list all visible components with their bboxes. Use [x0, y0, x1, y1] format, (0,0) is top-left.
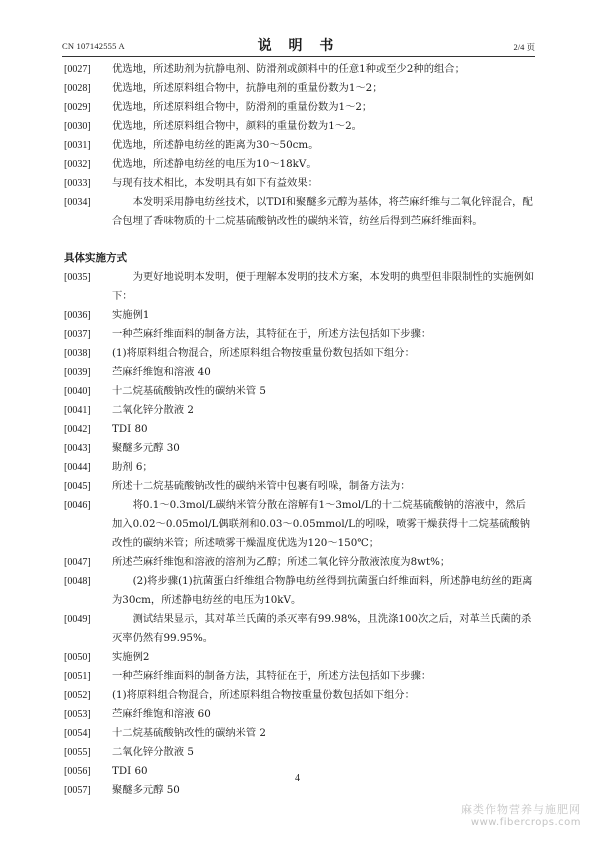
paragraph-text: (1)将原料组合物混合，所述原料组合物按重量份数包括如下组分：	[112, 347, 415, 359]
paragraph	[64, 610, 536, 648]
paragraph	[64, 79, 536, 98]
paragraph-text: 十二烷基硫酸钠改性的碳纳米管 5	[112, 385, 266, 397]
paragraph-number: [0037]	[64, 329, 91, 340]
paragraph-text: 助剂 6；	[112, 461, 153, 473]
paragraph-list-top	[64, 60, 536, 231]
paragraph-text: 优选地，所述原料组合物中，防滑剂的重量份数为1～2；	[112, 101, 373, 113]
paragraph-number: [0034]	[64, 197, 91, 208]
paragraph-number: [0032]	[64, 159, 91, 170]
paragraph-text: (2)将步骤(1)抗菌蛋白纤维组合物静电纺丝得到抗菌蛋白纤维面料，所述静电纺丝的距离为30cm，所述静电纺丝的电压为10kV。	[112, 575, 533, 606]
paragraph-number: [0027]	[64, 64, 91, 75]
paragraph-number: [0048]	[64, 576, 91, 587]
paragraph-number: [0031]	[64, 140, 91, 151]
paragraph-list-main	[64, 268, 536, 800]
paragraph-text: 二氧化锌分散液 2	[112, 404, 194, 416]
paragraph	[64, 496, 536, 553]
paragraph-text: 所述十二烷基硫酸钠改性的碳纳米管中包裹有吲哚，制备方法为：	[112, 480, 411, 492]
paragraph-text: 聚醚多元醇 50	[112, 784, 180, 796]
paragraph-text: TDI 80	[112, 423, 148, 435]
paragraph	[64, 420, 536, 439]
paragraph	[64, 382, 536, 401]
paragraph-text: 二氧化锌分散液 5	[112, 746, 194, 758]
paragraph	[64, 686, 536, 705]
paragraph	[64, 268, 536, 306]
paragraph	[64, 193, 536, 231]
paragraph-text: (1)将原料组合物混合，所述原料组合物按重量份数包括如下组分：	[112, 689, 415, 701]
paragraph-text: 苎麻纤维饱和溶液 40	[112, 366, 211, 378]
paragraph	[64, 325, 536, 344]
paragraph-number: [0045]	[64, 481, 91, 492]
paragraph-number: [0053]	[64, 709, 91, 720]
paragraph-text: 优选地，所述原料组合物中，抗静电剂的重量份数为1～2；	[112, 82, 383, 94]
paragraph-text: 本发明采用静电纺丝技术，以TDI和聚醚多元醇为基体，将苎麻纤维与二氧化锌混合，配合包埋了香味物质的十二烷基硫酸钠改性的碳纳米管，纺丝后得到苎麻纤维面料。	[112, 196, 533, 227]
paragraph-text: 苎麻纤维饱和溶液 60	[112, 708, 211, 720]
paragraph	[64, 363, 536, 382]
paragraph-number: [0041]	[64, 405, 91, 416]
paragraph-text: TDI 60	[112, 765, 148, 777]
paragraph-number: [0057]	[64, 785, 91, 796]
paragraph-text: 与现有技术相比，本发明具有如下有益效果：	[112, 177, 318, 189]
paragraph	[64, 705, 536, 724]
paragraph-text: 优选地，所述助剂为抗静电剂、防滑剂或颜料中的任意1种或至少2种的组合；	[112, 63, 465, 75]
paragraph	[64, 667, 536, 686]
paragraph-text: 实施例1	[112, 309, 150, 321]
paragraph-number: [0055]	[64, 747, 91, 758]
paragraph-number: [0047]	[64, 557, 91, 568]
watermark	[461, 801, 581, 828]
paragraph	[64, 98, 536, 117]
paragraph	[64, 136, 536, 155]
paragraph-number: [0036]	[64, 310, 91, 321]
paragraph-text: 所述苎麻纤维饱和溶液的溶剂为乙醇；所述二氧化锌分散液浓度为8wt%；	[112, 556, 451, 568]
paragraph	[64, 458, 536, 477]
paragraph	[64, 117, 536, 136]
paragraph-number: [0051]	[64, 671, 91, 682]
paragraph-number: [0038]	[64, 348, 91, 359]
paragraph	[64, 344, 536, 363]
paragraph	[64, 306, 536, 325]
paragraph	[64, 439, 536, 458]
paragraph-number: [0049]	[64, 614, 91, 625]
paragraph-number: [0050]	[64, 652, 91, 663]
paragraph-number: [0054]	[64, 728, 91, 739]
paragraph	[64, 724, 536, 743]
document-title: 说 明 书	[257, 38, 340, 54]
paragraph-text: 优选地，所述原料组合物中，颜料的重量份数为1～2。	[112, 120, 362, 132]
paragraph	[64, 60, 536, 79]
paragraph-number: [0033]	[64, 178, 91, 189]
page-header	[62, 34, 535, 57]
paragraph-text: 为更好地说明本发明，便于理解本发明的技术方案，本发明的典型但非限制性的实施例如下：	[112, 271, 535, 302]
watermark-site-name: 麻类作物营养与施肥网	[461, 803, 581, 816]
paragraph-number: [0046]	[64, 500, 91, 511]
paragraph-text: 聚醚多元醇 30	[112, 442, 180, 454]
paragraph-number: [0035]	[64, 272, 91, 283]
watermark-url: www.fibercrops.com	[470, 817, 581, 828]
paragraph	[64, 401, 536, 420]
paragraph-number: [0040]	[64, 386, 91, 397]
paragraph-number: [0029]	[64, 102, 91, 113]
paragraph	[64, 174, 536, 193]
paragraph-text: 一种苎麻纤维面料的制备方法，其特征在于，所述方法包括如下步骤：	[112, 328, 432, 340]
paragraph-number: [0030]	[64, 121, 91, 132]
paragraph-number: [0043]	[64, 443, 91, 454]
paragraph-text: 优选地，所述静电纺丝的电压为10～18kV。	[112, 158, 317, 170]
paragraph-text: 将0.1～0.3mol/L碳纳米管分散在溶解有1～3mol/L的十二烷基硫酸钠的溶液中，然后加入0.02～0.05mol/L偶联剂和0.03～0.05mmol/L的吲哚，喷雾干燥获得十二烷基硫酸钠改性的碳纳米管；所述喷雾干燥温度优选为120～150℃；	[112, 499, 531, 549]
paragraph-text: 十二烷基硫酸钠改性的碳纳米管 2	[112, 727, 266, 739]
paragraph-number: [0052]	[64, 690, 91, 701]
paragraph	[64, 477, 536, 496]
paragraph	[64, 743, 536, 762]
paragraph-text: 一种苎麻纤维面料的制备方法，其特征在于，所述方法包括如下步骤：	[112, 670, 432, 682]
paragraph-number: [0044]	[64, 462, 91, 473]
paragraph-text: 测试结果显示，其对革兰氏菌的杀灭率有99.98%，且洗涤100次之后，对革兰氏菌的杀灭率仍然有99.95%。	[112, 613, 532, 644]
paragraph	[64, 553, 536, 572]
section-title: 具体实施方式	[64, 252, 127, 264]
paragraph-number: [0028]	[64, 83, 91, 94]
page-indicator: 2/4 页	[513, 42, 535, 52]
paragraph-number: [0042]	[64, 424, 91, 435]
document-body	[64, 60, 536, 800]
paragraph-number: [0039]	[64, 367, 91, 378]
paragraph	[64, 572, 536, 610]
page-number: 4	[295, 773, 300, 784]
paragraph-text: 实施例2	[112, 651, 150, 663]
paragraph	[64, 648, 536, 667]
patent-number: CN 107142555 A	[62, 41, 125, 51]
paragraph-text: 优选地，所述静电纺丝的距离为30～50cm。	[112, 139, 319, 151]
paragraph	[64, 155, 536, 174]
paragraph-number: [0056]	[64, 766, 91, 777]
